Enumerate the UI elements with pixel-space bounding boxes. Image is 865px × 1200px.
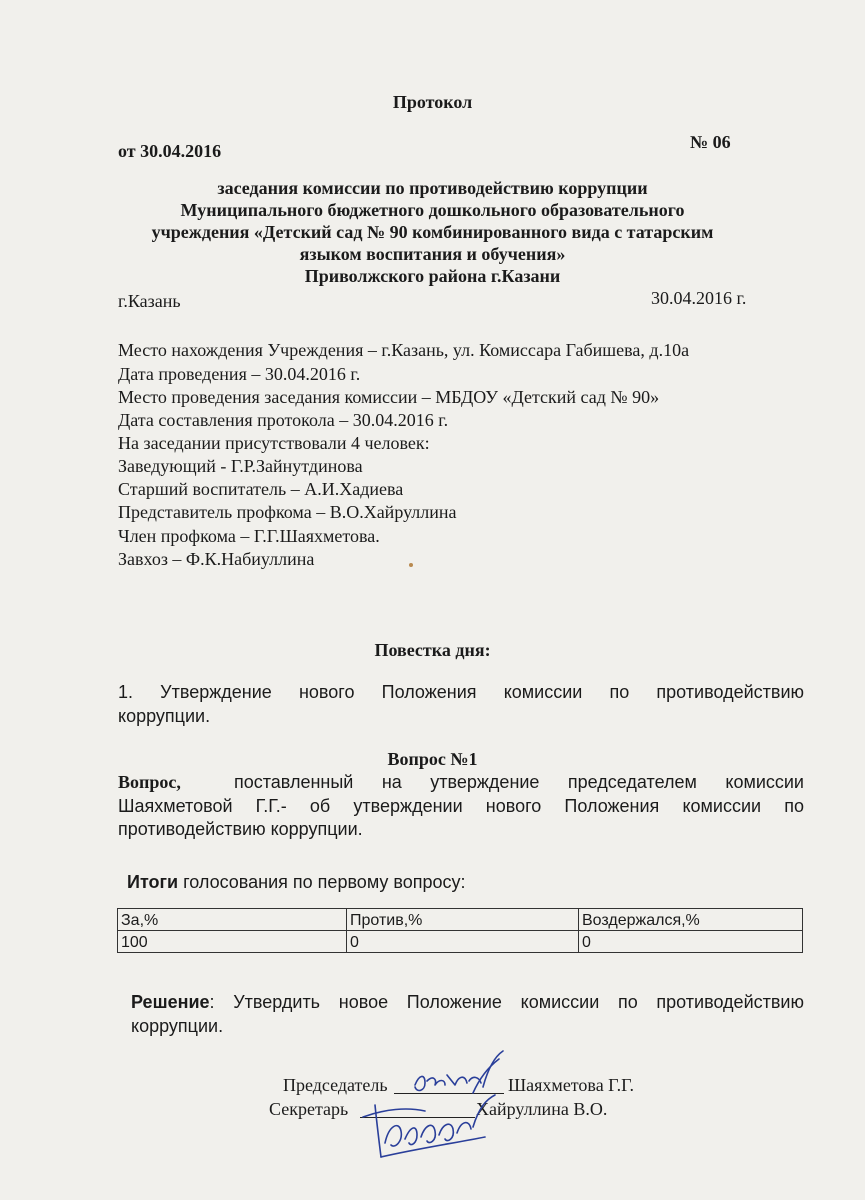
subtitle-line: Приволжского района г.Казани xyxy=(304,266,561,286)
votes-table xyxy=(117,908,803,953)
info-date: Дата проведения – 30.04.2016 г. xyxy=(118,364,361,384)
attendee: Представитель профкома – В.О.Хайруллина xyxy=(118,502,457,522)
results-intro xyxy=(127,872,466,893)
question-line1 xyxy=(118,772,804,793)
header-for: За,% xyxy=(118,909,347,931)
subtitle-line: заседания комиссии по противодействию коррупции xyxy=(217,178,648,198)
secretary-name: Хайруллина В.О. xyxy=(476,1099,608,1119)
decision-line1 xyxy=(131,992,804,1013)
info-protocol-date: Дата составления протокола – 30.04.2016 г. xyxy=(118,410,449,430)
subtitle-line: Муниципального бюджетного дошкольного образовательного xyxy=(180,200,685,220)
results-label: Итоги xyxy=(127,872,179,892)
results-text: голосования по первому вопросу: xyxy=(183,872,466,892)
attendee: Заведующий - Г.Р.Зайнутдинова xyxy=(118,456,363,476)
protocol-date: от 30.04.2016 xyxy=(118,141,222,161)
value-for: 100 xyxy=(118,931,347,953)
question-text: поставленный на утверждение председателем комиссии xyxy=(234,772,804,792)
value-abstained: 0 xyxy=(579,931,803,953)
agenda-heading: Повестка дня: xyxy=(374,640,491,660)
info-location: Место нахождения Учреждения – г.Казань, ул. Комиссара Габишева, д.10а xyxy=(118,340,690,360)
decision-text: : Утвердить новое Положение комиссии по противодействию xyxy=(209,992,804,1012)
attendee: Старший воспитатель – А.И.Хадиева xyxy=(118,479,404,499)
question-label: Вопрос, xyxy=(118,772,181,792)
subtitle-line: языком воспитания и обучения» xyxy=(299,244,566,264)
header-abstained: Воздержался,% xyxy=(579,909,803,931)
header-against: Против,% xyxy=(347,909,579,931)
handwritten-signature-graphic xyxy=(355,1045,525,1170)
attendee: Завхоз – Ф.К.Набиуллина xyxy=(118,549,315,569)
city: г.Казань xyxy=(118,291,181,311)
document-title: Протокол xyxy=(392,92,473,112)
table-row xyxy=(118,931,803,953)
attendee: Член профкома – Г.Г.Шаяхметова. xyxy=(118,526,380,546)
question-line3: противодействию коррупции. xyxy=(118,819,363,839)
table-header-row xyxy=(118,909,803,931)
agenda-item: 1. Утверждение нового Положения комиссии по противодействию xyxy=(118,682,804,702)
decision-label: Решение xyxy=(131,992,210,1012)
secretary-role: Секретарь xyxy=(269,1099,349,1119)
agenda-item-cont: коррупции. xyxy=(118,706,211,726)
subtitle-line: учреждения «Детский сад № 90 комбинированного вида с татарским xyxy=(151,222,714,242)
info-meeting-place: Место проведения заседания комиссии – МБДОУ «Детский сад № 90» xyxy=(118,387,660,407)
decision-line2: коррупции. xyxy=(131,1016,224,1036)
chair-role: Председатель xyxy=(283,1075,388,1095)
question-heading: Вопрос №1 xyxy=(387,749,478,769)
city-date: 30.04.2016 г. xyxy=(651,288,747,308)
value-against: 0 xyxy=(347,931,579,953)
protocol-number: № 06 xyxy=(690,132,731,152)
chair-name: Шаяхметова Г.Г. xyxy=(508,1075,634,1095)
question-line2: Шаяхметовой Г.Г.- об утверждении нового Положения комиссии по xyxy=(118,796,804,816)
info-attendance: На заседании присутствовали 4 человек: xyxy=(118,433,430,453)
ink-dot xyxy=(409,563,413,567)
